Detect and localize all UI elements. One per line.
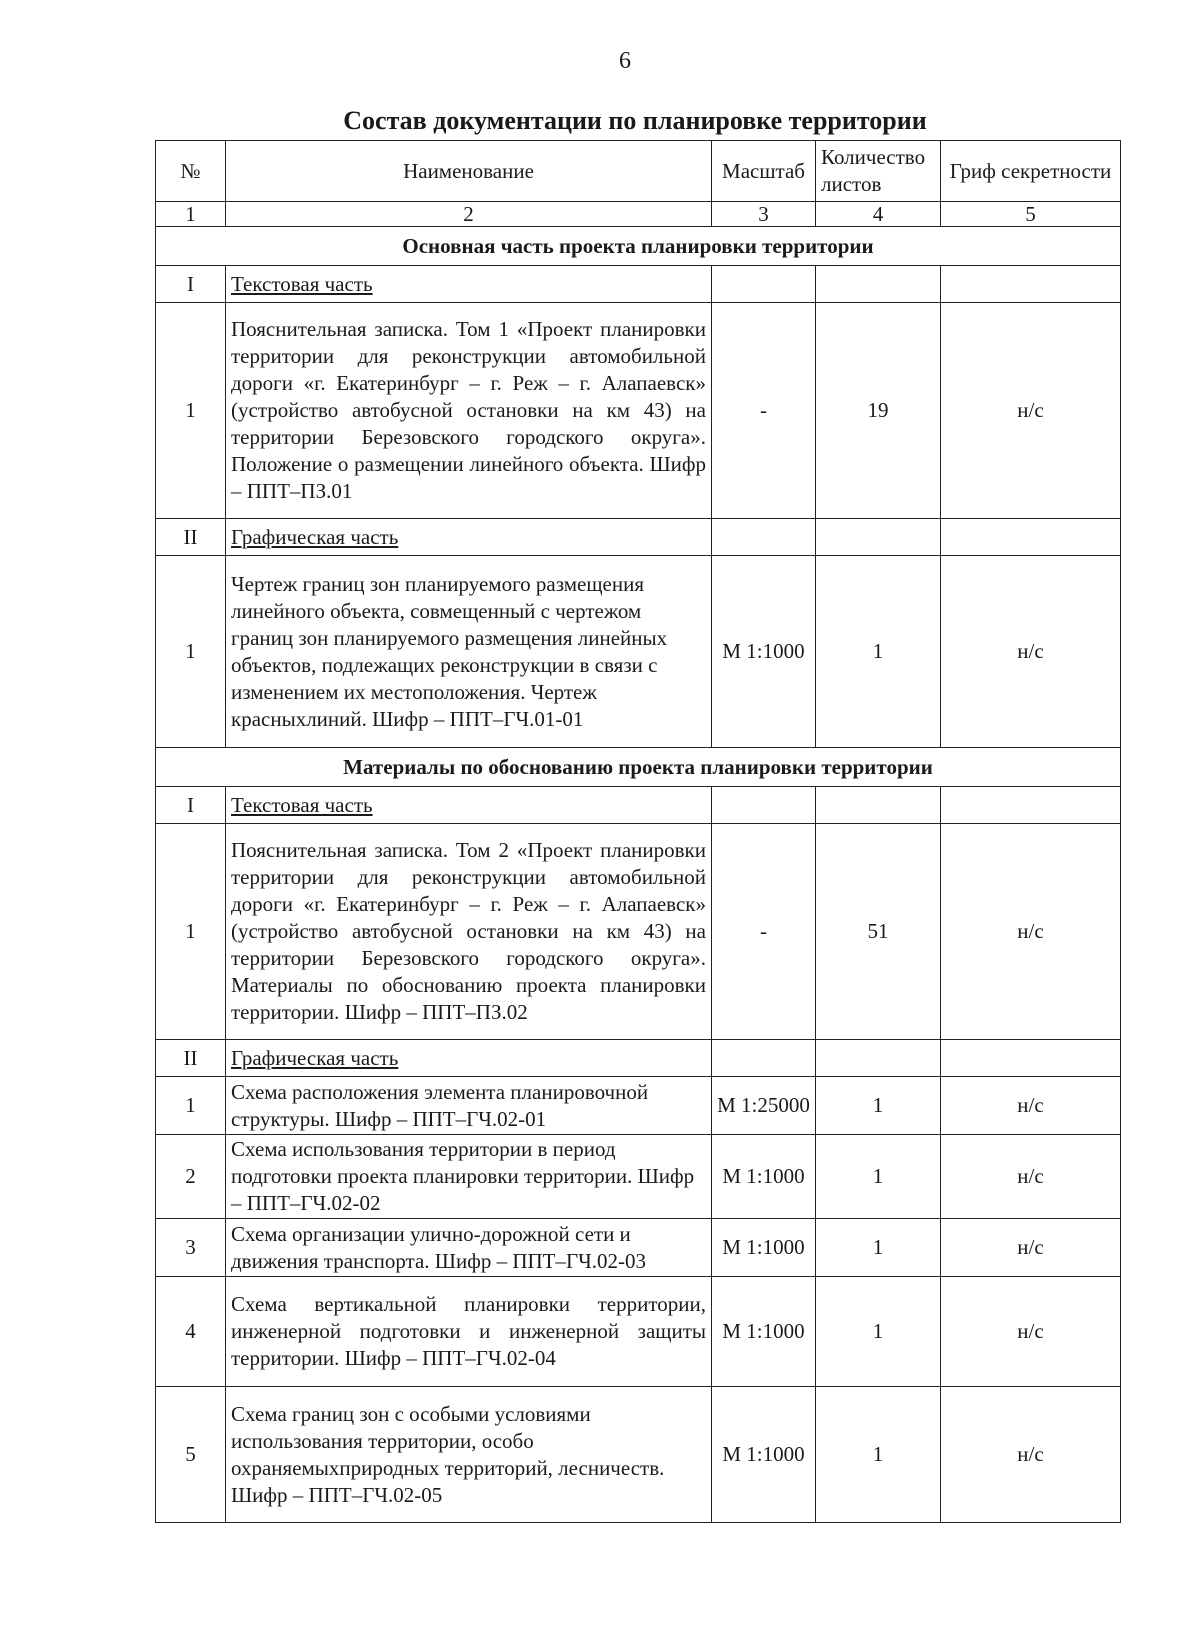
row-sheets: 1 <box>816 1135 941 1219</box>
row-scale: М 1:1000 <box>712 1135 816 1219</box>
row-scale: М 1:1000 <box>712 1387 816 1523</box>
row-name: Схема организации улично-дорожной сети и движения транспорта. Шифр – ППТ–ГЧ.02-03 <box>226 1219 712 1277</box>
row-name: Пояснительная записка. Том 2 «Проект планировки территории для реконструкции автомобильной дороги «г. Екатеринбург – г. Реж – г. Алапаевск» (устройство автобусной остановки на км 43) на территории Березовского городского округа». Материалы по обоснованию проекта планировки территории. Шифр – ППТ–ПЗ.02 <box>226 824 712 1040</box>
table-row <box>156 824 1121 1040</box>
row-name: Схема вертикальной планировки территории, инженерной подготовки и инженерной защиты территории. Шифр – ППТ–ГЧ.02-04 <box>226 1277 712 1387</box>
table-row <box>156 1277 1121 1387</box>
subsection-label: Графическая часть <box>226 519 712 556</box>
table-row <box>156 303 1121 519</box>
row-scale: М 1:1000 <box>712 556 816 748</box>
subsection-num: II <box>156 519 226 556</box>
empty-cell <box>712 1040 816 1077</box>
section-title: Материалы по обоснованию проекта планировки территории <box>156 748 1121 787</box>
row-scale: М 1:25000 <box>712 1077 816 1135</box>
row-name: Пояснительная записка. Том 1 «Проект планировки территории для реконструкции автомобильной дороги «г. Екатеринбург – г. Реж – г. Алапаевск» (устройство автобусной остановки на км 43) на территории Березовского городского округа». Положение о размещении линейного объекта. Шифр – ППТ–ПЗ.01 <box>226 303 712 519</box>
row-num: 1 <box>156 1077 226 1135</box>
row-name: Схема границ зон с особыми условиями использования территории, особо охраняемыхприродных территорий, лесничеств. Шифр – ППТ–ГЧ.02-05 <box>226 1387 712 1523</box>
row-name: Чертеж границ зон планируемого размещения линейного объекта, совмещенный с чертежом границ зон планируемого размещения линейных объектов, подлежащих реконструкции в связи с изменением их местоположения. Чертеж красныхлиний. Шифр – ППТ–ГЧ.01-01 <box>226 556 712 748</box>
row-name: Схема расположения элемента планировочной структуры. Шифр – ППТ–ГЧ.02-01 <box>226 1077 712 1135</box>
row-secrecy: н/с <box>941 1077 1121 1135</box>
section-heading-row <box>156 227 1121 266</box>
document-title: Состав документации по планировке территории <box>343 106 927 135</box>
empty-cell <box>816 1040 941 1077</box>
row-secrecy: н/с <box>941 556 1121 748</box>
subsection-row <box>156 519 1121 556</box>
row-sheets: 1 <box>816 1387 941 1523</box>
row-secrecy: н/с <box>941 1387 1121 1523</box>
row-num: 1 <box>156 303 226 519</box>
row-secrecy: н/с <box>941 303 1121 519</box>
subsection-label: Текстовая часть <box>226 787 712 824</box>
table-row <box>156 1219 1121 1277</box>
row-num: 1 <box>156 556 226 748</box>
row-num: 1 <box>156 824 226 1040</box>
column-number: 4 <box>816 202 941 227</box>
header-name: Наименование <box>226 141 712 202</box>
table-row <box>156 1077 1121 1135</box>
table-row <box>156 556 1121 748</box>
row-sheets: 1 <box>816 1277 941 1387</box>
table-header-row <box>156 141 1121 202</box>
row-secrecy: н/с <box>941 1219 1121 1277</box>
row-secrecy: н/с <box>941 824 1121 1040</box>
header-sheets: Количество листов <box>816 141 941 202</box>
empty-cell <box>712 787 816 824</box>
column-numbers-row <box>156 202 1121 227</box>
row-scale: М 1:1000 <box>712 1277 816 1387</box>
subsection-label: Графическая часть <box>226 1040 712 1077</box>
subsection-label: Текстовая часть <box>226 266 712 303</box>
empty-cell <box>712 266 816 303</box>
empty-cell <box>816 787 941 824</box>
row-name: Схема использования территории в период подготовки проекта планировки территории. Шифр – ППТ–ГЧ.02-02 <box>226 1135 712 1219</box>
column-number: 5 <box>941 202 1121 227</box>
subsection-row <box>156 787 1121 824</box>
column-number: 1 <box>156 202 226 227</box>
row-secrecy: н/с <box>941 1277 1121 1387</box>
empty-cell <box>941 1040 1121 1077</box>
header-secrecy: Гриф секретности <box>941 141 1121 202</box>
row-scale: М 1:1000 <box>712 1219 816 1277</box>
empty-cell <box>712 519 816 556</box>
documentation-table <box>155 140 1121 1523</box>
subsection-row <box>156 266 1121 303</box>
row-sheets: 51 <box>816 824 941 1040</box>
table-row <box>156 1135 1121 1219</box>
empty-cell <box>816 266 941 303</box>
empty-cell <box>941 519 1121 556</box>
page-number: 6 <box>619 48 631 74</box>
header-scale: Масштаб <box>712 141 816 202</box>
empty-cell <box>941 787 1121 824</box>
row-num: 3 <box>156 1219 226 1277</box>
row-scale: - <box>712 824 816 1040</box>
subsection-num: I <box>156 787 226 824</box>
row-num: 5 <box>156 1387 226 1523</box>
table-row <box>156 1387 1121 1523</box>
row-secrecy: н/с <box>941 1135 1121 1219</box>
column-number: 3 <box>712 202 816 227</box>
row-num: 2 <box>156 1135 226 1219</box>
section-heading-row <box>156 748 1121 787</box>
row-sheets: 1 <box>816 556 941 748</box>
section-title: Основная часть проекта планировки территории <box>156 227 1121 266</box>
column-number: 2 <box>226 202 712 227</box>
row-num: 4 <box>156 1277 226 1387</box>
subsection-row <box>156 1040 1121 1077</box>
empty-cell <box>941 266 1121 303</box>
row-sheets: 19 <box>816 303 941 519</box>
row-sheets: 1 <box>816 1219 941 1277</box>
subsection-num: II <box>156 1040 226 1077</box>
row-scale: - <box>712 303 816 519</box>
row-sheets: 1 <box>816 1077 941 1135</box>
empty-cell <box>816 519 941 556</box>
subsection-num: I <box>156 266 226 303</box>
header-num: № <box>156 141 226 202</box>
